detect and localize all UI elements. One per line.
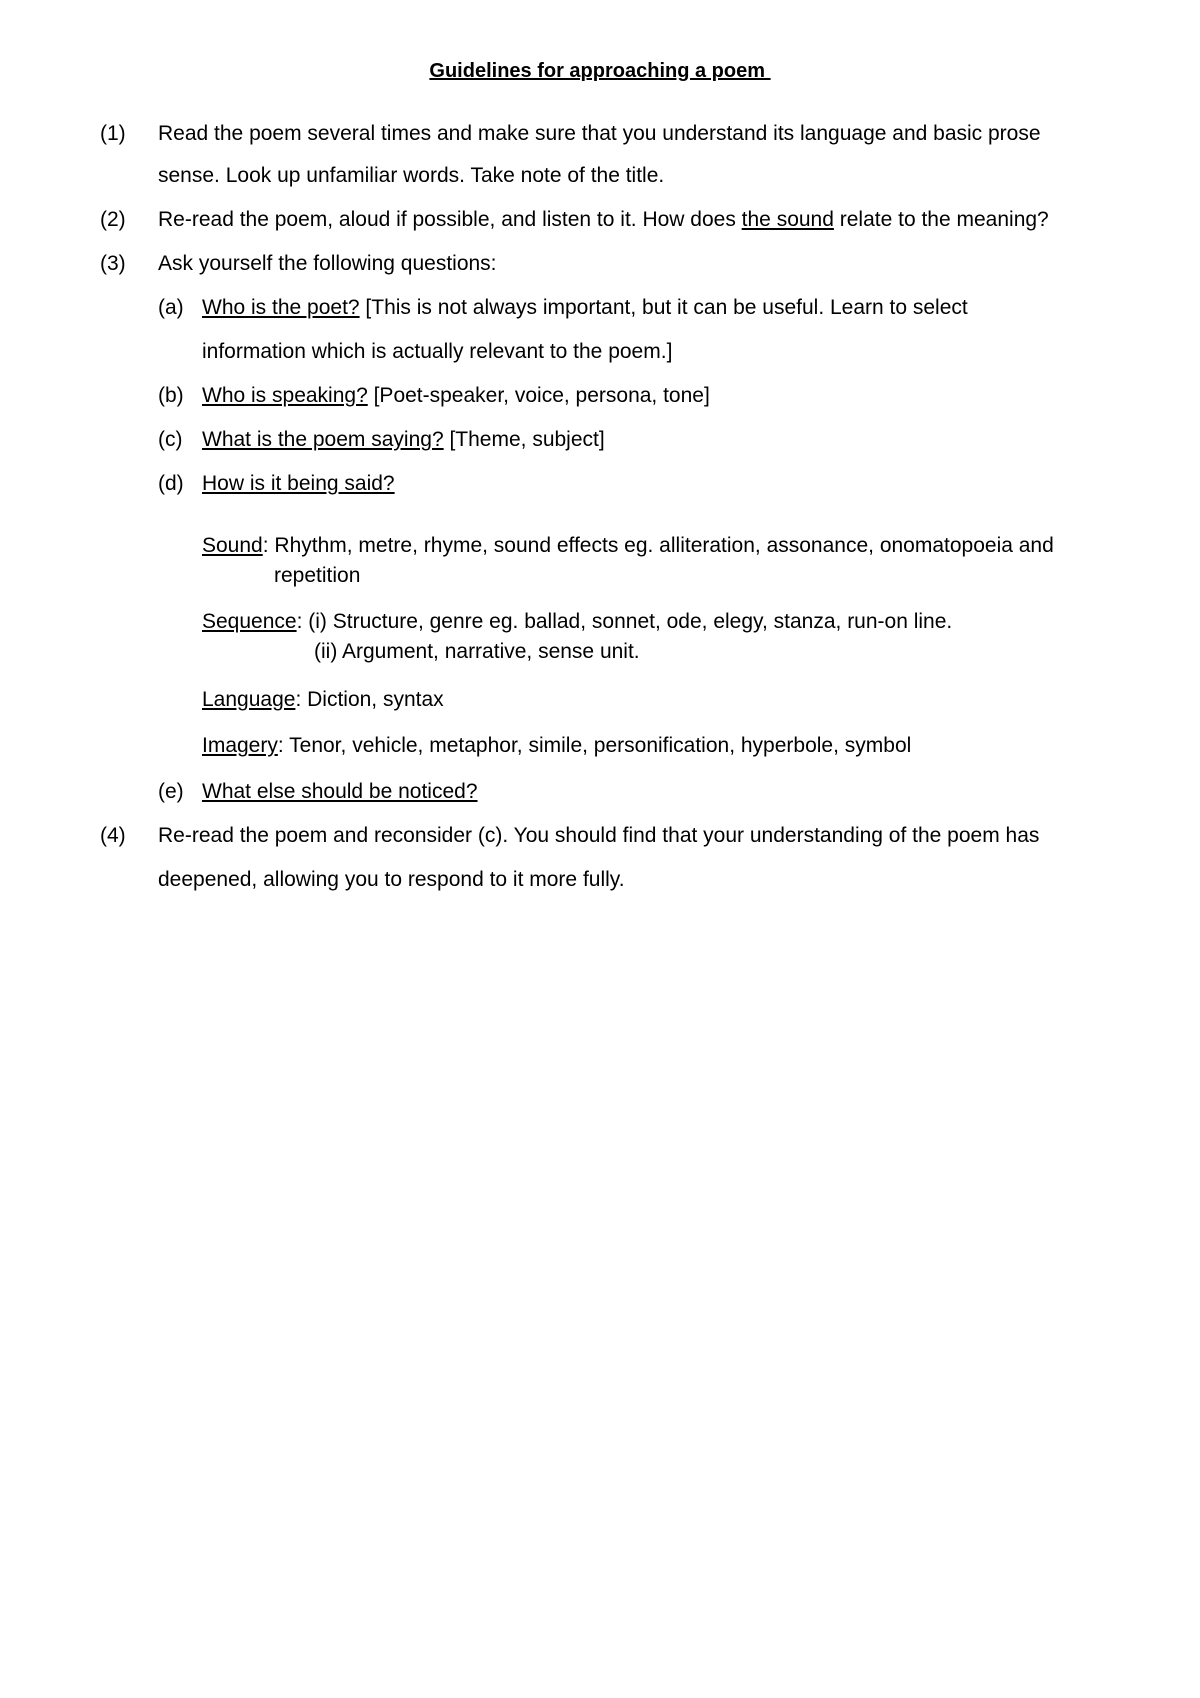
item-3-line: Ask yourself the following questions: [158,252,497,275]
question-b-question: Who is speaking? [202,384,368,407]
sound-line-1 [202,532,1054,560]
language-term: Language [202,688,296,711]
sequence-term: Sequence [202,610,297,633]
question-a-line-2: information which is actually relevant to the poem.] [202,340,673,363]
question-d-label: (d) [158,472,184,495]
imagery-line [202,732,911,760]
language-line [202,686,444,714]
sequence-text: : (i) Structure, genre eg. ballad, sonnet, ode, elegy, stanza, run-on line. [296,610,953,633]
item-1-line-1: Read the poem several times and make sure that you understand its language and basic prose [158,122,1041,145]
sound-text: : Rhythm, metre, rhyme, sound effects eg. alliteration, assonance, onomatopoeia and [262,534,1054,557]
imagery-term: Imagery [202,734,278,757]
item-1-number: (1) [100,122,126,145]
question-e-line [202,778,478,806]
item-2-number: (2) [100,208,126,231]
item-4-line-2: deepened, allowing you to respond to it more fully. [158,868,625,891]
language-text: : Diction, syntax [295,688,444,711]
item-4-number: (4) [100,824,126,847]
item-4-line-1: Re-read the poem and reconsider (c). You should find that your understanding of the poem has [158,824,1040,847]
question-b-rest: [Poet-speaker, voice, persona, tone] [367,384,710,407]
sequence-line-1 [202,608,952,636]
question-a-question: Who is the poet? [202,296,360,319]
question-c-question: What is the poem saying? [202,428,444,451]
question-d-line [202,470,395,498]
question-d-question: How is it being said? [202,472,395,495]
item-2-text-after: relate to the meaning? [833,208,1049,231]
question-b-line [202,382,710,410]
question-c-label: (c) [158,428,183,451]
sequence-line-2: (ii) Argument, narrative, sense unit. [314,640,640,663]
document-title: Guidelines for approaching a poem [429,60,771,82]
question-c-rest: [Theme, subject] [443,428,605,451]
sound-term: Sound [202,534,263,557]
item-1-line-2: sense. Look up unfamiliar words. Take note of the title. [158,164,665,187]
item-2-underlined-term: the sound [741,208,834,231]
item-2-text-before: Re-read the poem, aloud if possible, and listen to it. How does [158,208,742,231]
sound-line-2: repetition [274,564,361,587]
imagery-text: : Tenor, vehicle, metaphor, simile, personification, hyperbole, symbol [277,734,912,757]
question-e-question: What else should be noticed? [202,780,478,803]
question-a-label: (a) [158,296,184,319]
item-3-number: (3) [100,252,126,275]
question-e-label: (e) [158,780,184,803]
question-a-rest: [This is not always important, but it can be useful. Learn to select [359,296,968,319]
item-2-line [158,206,1049,234]
question-b-label: (b) [158,384,184,407]
question-c-line [202,426,605,454]
question-a-line-1 [202,294,968,322]
